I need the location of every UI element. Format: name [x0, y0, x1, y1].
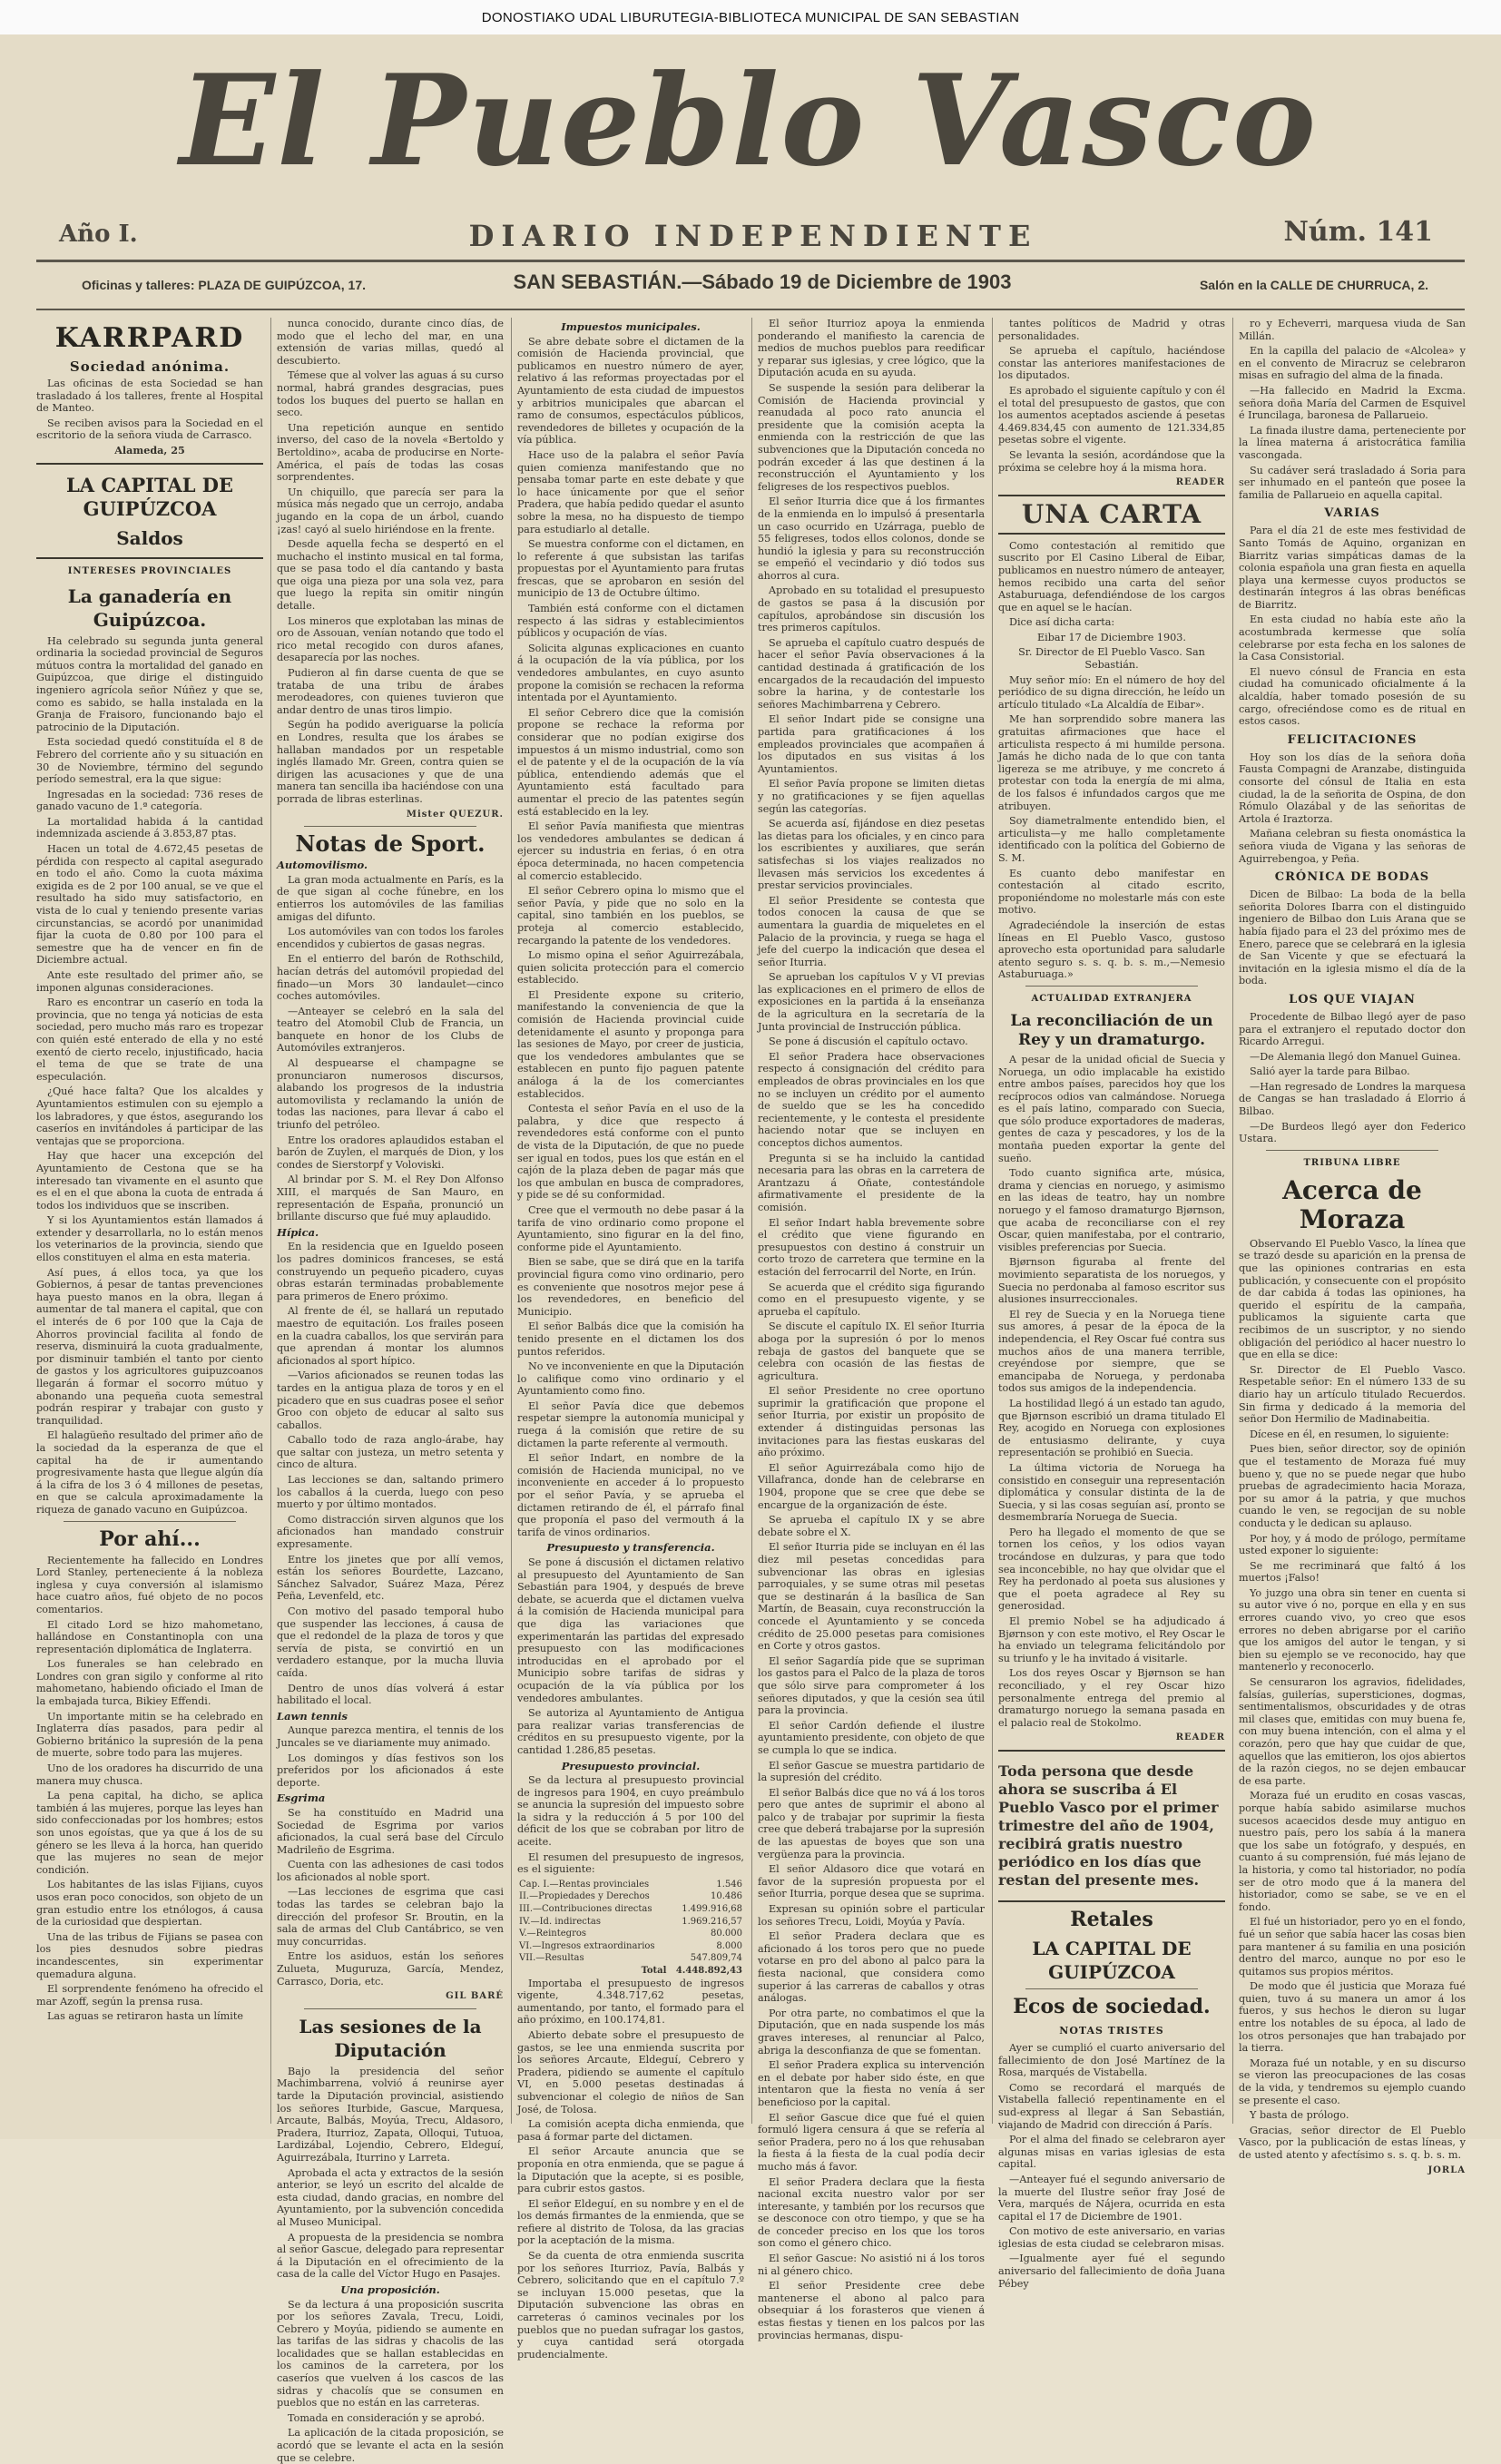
- paragraph: Salió ayer la tarde para Bilbao.: [1250, 1065, 1410, 1078]
- section-label: TRIBUNA LIBRE: [1303, 1157, 1401, 1168]
- table-cell: IV.—Id. indirectas: [519, 1916, 601, 1927]
- paragraph: —De Burdeos llegó ayer don Federico Ustara.: [1239, 1120, 1466, 1145]
- paragraph: El señor Cebrero dice que la comisión propone se rechace la reforma por considerar que no podían exigirse dos impuestos á un mismo industrial, como son el de patente y el de la ocupación de la vía pública, entendiendo además que el Ayuntamiento está facultado para aumentar el precio de las patentes según está establecido en la ley.: [517, 706, 744, 818]
- paragraph: La aplicación de la citada proposición, se acordó que se levante el acta en la sesión que se celebre.: [277, 2427, 504, 2464]
- column-4: [758, 318, 985, 2341]
- paragraph: Por el alma del finado se celebraron ayer algunas misas en varias iglesias de esta capital.: [998, 2134, 1225, 2171]
- table-cell: 1.499.916,68: [682, 1904, 742, 1915]
- paragraph: —Igualmente ayer fué el segundo aniversario del fallecimiento de doña Juana Pébey: [998, 2253, 1225, 2290]
- paragraph: tantes políticos de Madrid y otras personalidades.: [998, 318, 1225, 342]
- masthead: [54, 46, 1443, 211]
- paragraph: Se muestra conforme con el dictamen, en lo referente á que subsistan las tarifas propuestas por el Ayuntamiento para frutas frescas, que se aprobaron en sesión del municipio de 13 de Octubre último.: [517, 538, 744, 600]
- paragraph: El señor Gascue dice que fué el quien formuló ligera censura á que se refería al señor Pradera, pero no á los que rehusaban la fiesta á la fiesta de la cual podía decir mucho más á favor.: [758, 2111, 985, 2173]
- paragraph: El señor Cardón defiende el ilustre ayuntamiento presidente, con objeto de que se cumpla lo que se indica.: [758, 1719, 985, 1756]
- section-label: INTERESES PROVINCIALES: [67, 565, 232, 576]
- paragraph: Por otra parte, no combatimos el que la Diputación, que en nada suspende los más graves intereses, al renunciar al Palco, abriga la desconfianza de que se fomentan.: [758, 2007, 985, 2057]
- paragraph: Las lecciones se dan, saltando primero los caballos á la cuerda, luego con peso muerto y por último montados.: [277, 1474, 504, 1511]
- paragraph: Las oficinas de esta Sociedad se han trasladado á los talleres, frente al Hospital de Manteo.: [36, 378, 263, 415]
- paragraph: Según ha podido averiguarse la policía en Londres, resulta que los árabes se hallaban mandados por un respetable inglés llamado Mr. Green, contra quien se dirigen las acusaciones y que de una manera tan sencilla iba haciéndose con una porrada de libras esterlinas.: [277, 719, 504, 805]
- paragraph: Pudieron al fin darse cuenta de que se trataba de una tribu de árabes merodeadores, con quienes tuvieron que andar dentro de unas tiros limpio.: [277, 667, 504, 716]
- salon-address: Salón en la CALLE DE CHURRUCA, 2.: [1199, 278, 1428, 292]
- newspaper-page: [0, 34, 1501, 2464]
- section-label: CRÓNICA DE BODAS: [1274, 870, 1430, 885]
- paragraph: Ayer se cumplió el cuarto aniversario del fallecimiento de don José Martínez de la Rosa, marqués de Vistabella.: [998, 2041, 1225, 2079]
- paragraph: Se suspende la sesión para deliberar la Comisión de Hacienda provincial y reanudada al poco rato anuncia el presidente que la comisión acepta la enmienda con la restricción de que las subvenciones que la Diputación conceda no podrán exceder á las que destinen á la reconstrucción el Ayuntamiento y los feligreses de los respectivos pueblos.: [758, 381, 985, 493]
- column-separator: [270, 318, 271, 2124]
- paragraph: Hace uso de la palabra el señor Pavía quien comienza manifestando que no pensaba tomar parte en este debate y que lo hace únicamente por que el señor Pradera, que había pedido quedar el asunto sobre la mesa, no ha dispuesto de tiempo para estudiarlo al detalle.: [517, 448, 744, 535]
- paragraph: Me han sorprendido sobre manera las gratuitas afirmaciones que hace el articulista respecto á mi humilde persona. Jamás he dicho nada de lo que con tanta ligereza se me atribuye, y me concreto á protestar con toda la energía de mi alma, de los falsos é infundados cargos que me atribuyen.: [998, 713, 1225, 812]
- subheading: Impuestos municipales.: [561, 320, 701, 333]
- paragraph: Se pone á discusión el dictamen relativo al presupuesto del Ayuntamiento de San Sebastián para 1904, y después de breve debate, se acuerda que el dictamen vuelva á la comisión de Hacienda municipal para que diga las variaciones que experimentarán las partidas del expresado presupuesto con las modificaciones introducidas en el aprobado por el Municipio sobre tarifas de sidras y ocupación de la vía pública por los vendedores ambulantes.: [517, 1556, 744, 1704]
- signature: Mister QUEZUR.: [406, 809, 504, 820]
- paragraph: El señor Iturria dice que á los firmantes de la enmienda en lo impulsó á presentarla un caso ocurrido en Uzárraga, pueblo de 55 feligreses, todos ellos colonos, donde se hundió la iglesia y para su reconstrucción se empeñó el vecindario y dió todos sus ahorros al cura.: [758, 496, 985, 582]
- paragraph: El señor Pavía propone se limiten dietas y no gratificaciones y se fijen aquellas según las categorías.: [758, 778, 985, 815]
- paragraph: Importaba el presupuesto de ingresos vigente, 4.348.717,62 pesetas, aumentando, por tanto, el formado para el año próximo, en 100.174,81.: [517, 1977, 744, 2027]
- paragraph: Eibar 17 de Diciembre 1903.: [1037, 631, 1186, 643]
- paragraph: Se censuraron los agravios, fidelidades, falsías, guilerías, supersticiones, dogmas, sentimentalismos, obscuridades y de otras mil clases que, emitidas con muy buena fe, con muy buena intención, con el alma y el corazón, pero que hay que cuidar de que, aquellos que las emitieron, los ojos abiertos de la razón ciegos, no se dejen embaucar de esa parte.: [1239, 1676, 1466, 1787]
- paragraph: A pesar de la unidad oficial de Suecia y Noruega, un odio implacable ha existido entre ambos países, parecidos hoy que los recíprocos odios van calmándose. Noruega es el país latino, comparado con Suecia, que sólo produce exportadores de maderas, gentes de caza y pescadores, y los de la montaña pueden exportar la gente del sueño.: [998, 1053, 1225, 1164]
- signature: READER: [1175, 1733, 1225, 1743]
- paragraph: Así pues, á ellos toca, ya que los Gobiernos, á pesar de tantas prevenciones haya puesto manos en la obra, llegan á aumentar de tal manera el capital, que con el interés de 6 por 100 que la Caja de Ahorros provincial facilita al fondo de reserva, disminuirá la cuota gradualmente, por disminuir también el tanto por ciento de gastos y los agricultores guipuzcoanos llegarán á formar el socorro mútuo y abonando una pequeña cuota semestral podrán respirar y trabajar con gusto y tranquilidad.: [36, 1266, 263, 1427]
- paragraph: Se reciben avisos para la Sociedad en el escritorio de la señora viuda de Carrasco.: [36, 417, 263, 442]
- paragraph: Una de las tribus de Fijians se pasea con los pies desnudos sobre piedras incandescentes, sin experimentar quemadura alguna.: [36, 1930, 263, 1980]
- paragraph: Los habitantes de las islas Fijians, cuyos usos eran poco conocidos, son objeto de un gran estudio entre los etnólogos, á causa de la curiosidad que despiertan.: [36, 1879, 263, 1929]
- paragraph: El señor Pradera explica su intervención en el debate por haber sido éste, en que intentaron que la fiesta no venía á ser beneficioso por la capital.: [758, 2059, 985, 2108]
- paragraph: Mañana celebran su fiesta onomástica la señora viuda de Vigana y las señoras de Aguirrebengoa, y Peña.: [1239, 828, 1466, 865]
- paragraph: La última victoria de Noruega ha consistido en conseguir una representación diplomática y consular distinta de la de Suecia, y si las cosas seguían así, pronto se desmembraría Noruega de Suecia.: [998, 1461, 1225, 1524]
- paragraph: El señor Eldeguí, en su nombre y en el de los demás firmantes de la enmienda, que se refiere al distrito de Tolosa, da las gracias por la aceptación de la misma.: [517, 2197, 744, 2247]
- paragraph: De modo que él justicia que Moraza fué quien, tuvo á su manera un amor á los fueros, y sus hechos le dieron su lugar entre los notables de su época, al lado de los otros personajes que han trabajado por la tierra.: [1239, 1980, 1466, 2055]
- paragraph: ¿Qué hace falta? Que los alcaldes y Ayuntamientos estimulen con su ejemplo a los labradores, y que éstos, asegurando los caseríos en invitándoles á participar de las ventajas que se proporciona.: [36, 1085, 263, 1147]
- masthead-subtitle: DIARIO INDEPENDIENTE: [468, 219, 1038, 253]
- paragraph: Caballo todo de raza anglo-árabe, hay que saltar con justeza, un metro setenta y cinco de altura.: [277, 1434, 504, 1471]
- table-cell: Total: [641, 1966, 667, 1976]
- paragraph: Dentro de unos días volverá á estar habilitado el local.: [277, 1682, 504, 1707]
- section-label: FELICITACIONES: [1287, 732, 1418, 747]
- column-2: [277, 318, 504, 2464]
- paragraph: —Han regresado de Londres la marquesa de Cangas se han trasladado á Elorrio á Bilbao.: [1239, 1080, 1466, 1118]
- paragraph: —Anteayer fué el segundo aniversario de la muerte del Ilustre señor fray José de Vera, marqués de Nájera, ocurrida en esta capital el 17 de Diciembre de 1901.: [998, 2173, 1225, 2223]
- article-headline: UNA CARTA: [1021, 498, 1202, 529]
- issue-number: Núm. 141: [1283, 216, 1433, 248]
- paragraph: Dicen de Bilbao: La boda de la bella señorita Dolores Ibarra con el distinguido ingeniero de Bilbao don Luis Arana que se había fijado para el 23 del próximo mes de Enero, parece que se celebrará en la iglesia de San Vicente y que se efectuará la invitación en la iglesia mismo el día de la boda.: [1239, 888, 1466, 987]
- article-headline: Las sesiones de la Diputación: [299, 2015, 482, 2061]
- paragraph: Entre los asiduos, están los señores Zulueta, Muguruza, García, Mendez, Carrasco, Doria, etc.: [277, 1950, 504, 1988]
- column-3: [517, 318, 744, 2361]
- divider: [304, 2008, 476, 2009]
- table-cell: 10.486: [711, 1891, 742, 1902]
- table-row: [517, 1903, 744, 1916]
- paragraph: Es aprobado el siguiente capítulo y con él el total del presupuesto de gastos, que con los aumentos aceptados asciende á pesetas 4.469.834,45 con aumento de 121.334,85 pesetas sobre el vigente.: [998, 384, 1225, 447]
- divider: [304, 826, 476, 827]
- paragraph: Aprobado en su totalidad el presupuesto de gastos se pasa á la discusión por capítulos, aprobándose sin discusión los tres primeros capítulos.: [758, 584, 985, 634]
- paragraph: Hacen un total de 4.672,45 pesetas de pérdida con respecto al capital asegurado en todo el año. Como la cuota máxima exigida es de 2 por 100 anual, se ve que el resultado ha sido muy satisfactorio, en vista de lo cual y teniendo presente varias circunstancias, se acordó por unanimidad fijar la cuota de 0.80 por 100 para el semestre que ha de vencer en fin de Diciembre actual.: [36, 843, 263, 967]
- paragraph: Se abre debate sobre el dictamen de la comisión de Hacienda provincial, que publicamos en nuestro número de ayer, relativo á las reformas proyectadas por el Ayuntamiento de esta ciudad de impuestos y arbitrios municipales que abarcan el ramo de consumos, espectáculos públicos, revendedores de billetes y ocupación de la vía pública.: [517, 335, 744, 447]
- paragraph: Se ha constituído en Madrid una Sociedad de Esgrima por varios aficionados, la cual será base del Círculo Madrileño de Esgrima.: [277, 1806, 504, 1856]
- table-cell: 547.809,74: [690, 1953, 742, 1964]
- paragraph: Es cuanto debo manifestar en contestación al citado escrito, proponiéndome no molestarle más con este motivo.: [998, 867, 1225, 917]
- paragraph: El señor Pavía dice que debemos respetar siempre la autonomía municipal y ruega á la comisión que retire de su dictamen la parte referente al vermouth.: [517, 1399, 744, 1449]
- paragraph: Entre los oradores aplaudidos estaban el barón de Zuylen, el marqués de Dion, y los condes de Sierstorpf y Voloviski.: [277, 1134, 504, 1171]
- table-cell: VI.—Ingresos extraordinarios: [519, 1940, 655, 1951]
- paragraph: Entre los jinetes que por allí vemos, están los señores Bourdette, Lazcano, Sánchez Salvador, Suárez Maza, Pérez Peña, Levenfeld, etc.: [277, 1553, 504, 1603]
- table-cell: Cap. I.—Rentas provinciales: [519, 1879, 650, 1890]
- table-cell: 4.448.892,43: [675, 1966, 742, 1976]
- paragraph: Cuenta con las adhesiones de casi todos los aficionados al noble sport.: [277, 1859, 504, 1883]
- paragraph: La mortalidad habida á la cantidad indemnizada asciende á 3.853,87 ptas.: [36, 815, 263, 840]
- paragraph: Bajo la presidencia del señor Machimbarrena, volvió á reunirse ayer tarde la Diputación provincial, asistiendo los señores Iturbide, Gascue, Marquesa, Arcaute, Balbás, Moyúa, Trecu, Aldasoro, Pradera, Iturrioz, Zapata, Olloqui, Tutuoa, Lardizábal, Lojendio, Cebrero, Eldeguí, Aguirrezábala, Iturrino y Larreta.: [277, 2065, 504, 2164]
- paragraph: En esta ciudad no había este año la acostumbrada kermesse que solía celebrarse por esta fecha en los salones de la Casa Consistorial.: [1239, 614, 1466, 663]
- paragraph: Ingresadas en la sociedad: 736 reses de ganado vacuno de 1.ª categoría.: [36, 788, 263, 813]
- subscription-ad-text: Toda persona que desde ahora se suscriba á El Pueblo Vasco por el primer trimestre del año de 1904, recibirá gratis nuestro periódico en los días que restan del presente mes.: [998, 1762, 1219, 1889]
- paragraph: El señor Iturrioz apoya la enmienda ponderando el manifiesto la carencia de medios de muchos pueblos para reedificar y reparar sus iglesias, y cree lógico, que la Diputación acuda en su ayuda.: [758, 318, 985, 379]
- table-cell: 1.969.216,57: [682, 1916, 742, 1927]
- article-headline: Ecos de sociedad.: [1013, 1994, 1211, 2018]
- paragraph: Tomada en consideración y se aprobó.: [288, 2411, 486, 2424]
- paragraph: Muy señor mío: En el número de hoy del periódico de su digna dirección, he leído un artículo titulado «La Alcaldía de Eibar».: [998, 673, 1225, 711]
- paragraph: ro y Echeverri, marquesa viuda de San Millán.: [1239, 318, 1466, 342]
- paragraph: Yo juzgo una obra sin tener en cuenta si su autor vive ó no, porque en ella y en sus errores cuando vivo, yo creo que esos errores no deben abrigarse por el cariño que los amigos del autor le tengan, y si bien su ejemplo se ve reconocido, hay que mantenerlo y reconocerlo.: [1239, 1586, 1466, 1674]
- paragraph: El señor Pradera declara que la fiesta nacional excita nuestro valor por ser interesante, y también por los recursos que se desconoce con otro tiempo, y que se ha de conceder preciso en los que los toros son como el género chico.: [758, 2175, 985, 2250]
- paragraph: El señor Gascue se muestra partidario de la supresión del crédito.: [758, 1759, 985, 1784]
- paragraph: Un chiquillo, que parecía ser para la música más negado que un cerrojo, andaba jugando en la copa de un árbol, cuando ¡zas! cayó al suelo hiriéndose en la frente.: [277, 486, 504, 535]
- paragraph: Contesta el señor Pavía en el uso de la palabra, y dice que respecto á revendedores está conforme con el punto de vista de la Diputación, de que no puede ser igual en todos, pues los que están en el cajón de la plaza deben de pagar más que los que ambulan en busca de compradores, y pide se dé su conformidad.: [517, 1103, 744, 1202]
- section-label: NOTAS TRISTES: [1059, 2024, 1164, 2037]
- budget-table: [517, 1879, 744, 1978]
- paragraph: Abierto debate sobre el presupuesto de gastos, se lee una enmienda suscrita por los señores Arcaute, Eldeguí, Cebrero y Pradera, pidiendo se aumente el capítulo VI, en 5.000 pesetas destinadas á subvencionar el colegio de niños de San José, de Tolosa.: [517, 2028, 744, 2116]
- paragraph: En la residencia que en Igueldo poseen los padres dominicos franceses, se está construyendo un pequeño picadero, cuyas obras estarán terminadas probablemente para primeros de Enero próximo.: [277, 1241, 504, 1302]
- paragraph: —De Alemania llegó don Manuel Guinea.: [1250, 1050, 1461, 1063]
- paragraph: Esta sociedad quedó constituída el 8 de Febrero del corriente año y su situación en 30 de Noviembre, término del segundo período semestral, era la que sigue:: [36, 736, 263, 786]
- article-headline: Por ahí...: [99, 1527, 201, 1551]
- paragraph: —Anteayer se celebró en la sala del teatro del Atomobil Club de Francia, un banquete en honor de los Clubs de Automóviles extranjeros.: [277, 1005, 504, 1055]
- paragraph: El resumen del presupuesto de ingresos, es el siguiente:: [517, 1850, 744, 1876]
- divider: [1025, 986, 1198, 987]
- offices-address: Oficinas y talleres: PLAZA DE GUIPÚZCOA, 17.: [82, 278, 367, 292]
- column-6: [1239, 318, 1466, 2175]
- paragraph: El señor Pradera declara que es aficionado á los toros pero que no puede votarse en pro del abono al palco para la fiesta nacional, que considera como superior á las carreras de caballos y otras análogas.: [758, 1930, 985, 2005]
- paragraph: Recientemente ha fallecido en Londres Lord Stanley, perteneciente á la nobleza inglesa y cuya conversión al islamismo hace cuatro años, fué objeto de no pocos comentarios.: [36, 1554, 263, 1615]
- paragraph: Un importante mitin se ha celebrado en Inglaterra días pasados, para pedir al Gobierno británico la supresión de la pena de muerte, sobre todo para las mujeres.: [36, 1710, 263, 1760]
- subheading: Hípica.: [277, 1225, 319, 1239]
- paragraph: El señor Presidente no cree oportuno suprimir la gratificación que propone el señor Iturria, por existir un propósito de extender á distinguidas personas las invitaciones para las fiestas euskaras del año próximo.: [758, 1385, 985, 1459]
- dateline: SAN SEBASTIÁN.—Sábado 19 de Diciembre de 1903: [513, 270, 1012, 293]
- paragraph: Como se recordará el marqués de Vistabella falleció repentinamente en el sud-express al llegar á San Sebastián, viajando de Madrid con dirección á París.: [998, 2081, 1225, 2131]
- paragraph: El señor Cebrero opina lo mismo que el señor Pavía, y pide que no solo en la capital, sino también en los pueblos, se proteja al comercio establecido, recargando la patente de los vendedores.: [517, 885, 744, 947]
- divider: [36, 309, 1465, 310]
- karrpard-title: KARRPARD: [54, 322, 245, 354]
- paragraph: Los automóviles van con todos los faroles encendidos y cubiertos de gasas negras.: [277, 926, 504, 950]
- paragraph: Moraza fué un erudito en cosas vascas, porque había sabido asimilarse muchos sucesos acaecidos desde muy antiguo en nuestro país, pero los sabía á la manera que los sabe un fotógrafo, y después, en cuanto á su comprensión, fué más lejano de la historia, y como tal historiador, no podía ser de otro modo que á la manera del historiador, como se sabe, se ve en el fondo.: [1239, 1790, 1466, 1913]
- column-separator: [511, 318, 512, 2124]
- paragraph: Expresan su opinión sobre el particular los señores Trecu, Loidi, Moyúa y Pavía.: [758, 1903, 985, 1928]
- paragraph: Uno de los oradores ha discurrido de una manera muy chusca.: [36, 1762, 263, 1787]
- paragraph: Pregunta si se ha incluido la cantidad necesaria para las obras en la carretera de Arantzazu á Oñate, contestándole afirmativamente el presidente de la comisión.: [758, 1152, 985, 1213]
- paragraph: Dice así dicha carta:: [1009, 616, 1115, 629]
- paragraph: Se da lectura al presupuesto provincial de ingresos para 1904, en cuyo preámbulo se anuncia la supresión del impuesto sobre la sidra y la reducción á 5 por 100 del déficit de los que se cobraban por litro de aceite.: [517, 1774, 744, 1849]
- table-row: [517, 1916, 744, 1929]
- paragraph: Para el día 21 de este mes festividad de Santo Tomás de Aquino, organizan en Biarritz varias simpáticas damas de la colonia española una gran fiesta en aquella playa una kermesse cuyos productos se destinarán íntegros á las obras benéficas de Biarritz.: [1239, 525, 1466, 611]
- paragraph: Los dos reyes Oscar y Bjørnson se han reconciliado, y el rey Oscar hizo personalmente entrega del premio al dramaturgo noruego la semana pasada en el palacio real de Stokolmo.: [998, 1667, 1225, 1729]
- paragraph: Como distracción sirven algunos que los aficionados han mandado construir expresamente.: [277, 1513, 504, 1551]
- paragraph: Cree que el vermouth no debe pasar á la tarifa de vino ordinario como propone el Ayuntamiento, sino figurar en la del fino, conforme pide el Ayuntamiento.: [517, 1203, 744, 1253]
- table-row: [517, 1879, 744, 1891]
- divider: [1266, 1150, 1438, 1151]
- paragraph: En el entierro del barón de Rothschild, hacían detrás del automóvil propiedad del finado—un Mors 30 landaulet—cinco coches automóviles.: [277, 953, 504, 1003]
- paragraph: Se acuerda así, fijándose en diez pesetas las dietas para los oficiales, y en cinco para los escribientes y auxiliares, que serán satisfechas si los viajes realizados no llevasen más servicios los excedentes á prestar servicios provinciales.: [758, 818, 985, 892]
- subheading: Una proposición.: [340, 2282, 440, 2296]
- paragraph: El señor Iturria pide se incluyan en él las diez mil pesetas concedidas para subvencionar las obras en iglesias parroquiales, y se sume otras mil pesetas que se destinarán á la basílica de San Martín, de Beasain, cuya reconstrucción la concede el Ayuntamiento y se conceda crédito de 25.000 pesetas para comisiones en Corte y otros gastos.: [758, 1541, 985, 1653]
- section-label: ACTUALIDAD EXTRANJERA: [1031, 993, 1192, 1004]
- paragraph: El señor Aldasoro dice que votará en favor de la supresión propuesta por el señor Iturria, porque desea que se suprima.: [758, 1863, 985, 1900]
- subheading: Presupuesto y transferencia.: [546, 1541, 715, 1555]
- paragraph: Se discute el capítulo IX. El señor Iturria aboga por la supresión ó por lo menos rebaja de gastos del banquete que se celebra con ocasión de las fiestas de agricultura.: [758, 1320, 985, 1382]
- paragraph: nunca conocido, durante cinco días, de modo que el lecho del mar, en una extensión de varias millas, quedó al descubierto.: [277, 318, 504, 367]
- paragraph: La finada ilustre dama, perteneciente por la línea materna á aristocrática familia vascongada.: [1239, 424, 1466, 461]
- paragraph: Se da lectura á una proposición suscrita por los señores Zavala, Trecu, Loidi, Cebrero y Moyúa, pidiendo se aumente en las tarifas de las sidras y chacolis de las localidades que se hallan establecidas en los caminos de la carretera, por los caseríos que vuelven á los cascos de las sidras y chacolís que se consumen en pueblos que no están en las carreteras.: [277, 2298, 504, 2410]
- subheading: Automovilismo.: [277, 859, 368, 872]
- paragraph: Se aprueba el capítulo IX y se abre debate sobre el X.: [758, 1514, 985, 1538]
- divider: [36, 260, 1465, 262]
- paragraph: Sr. Director de El Pueblo Vasco. San Sebastián.: [1018, 646, 1205, 672]
- paragraph: Lo mismo opina el señor Aguirrezábala, quien solicita protección para el comercio establecido.: [517, 949, 744, 987]
- divider: [1025, 1988, 1198, 1989]
- section-label: LOS QUE VIAJAN: [1289, 992, 1416, 1006]
- ad-subtitle: Saldos: [116, 526, 183, 549]
- paragraph: Pero ha llegado el momento de que se tornen los ceños, y los odios vayan trocándose en dulzuras, y para que todo sea inconcebible, no hay que olvidar que el Rey ha perdonado al poeta sus alusiones y que el poeta agradece al Rey su generosidad.: [998, 1526, 1225, 1613]
- paragraph: La comisión acepta dicha enmienda, que pasa á formar parte del dictamen.: [517, 2118, 744, 2143]
- paragraph: Se autoriza al Ayuntamiento de Antigua para realizar varias transferencias de créditos en su presupuesto vigente, por la cantidad 1.286,85 pesetas.: [517, 1707, 744, 1756]
- paragraph: A propuesta de la presidencia se nombra al señor Gascue, delegado para representar á la Diputación en el ofrecimiento de la casa de la calle del Víctor Hugo en Pasajes.: [277, 2231, 504, 2281]
- table-row: [517, 1952, 744, 1965]
- signature: JORLA: [1427, 2165, 1466, 2175]
- paragraph: El Presidente expone su criterio, manifestando la conveniencia de que la comisión de Hacienda provincial cuide detenidamente el asunto y proponga para las sesiones de Mayo, por creer de justicia, que los vendedores ambulantes que se establecen en punto fijo paguen patente análoga á la de los comerciantes establecidos.: [517, 988, 744, 1100]
- paragraph: Ante este resultado del primer año, se imponen algunas consideraciones.: [36, 969, 263, 994]
- paragraph: El premio Nobel se ha adjudicado á Bjørnson y con este motivo, el Rey Oscar le ha enviado un telegrama felicitándolo por su triunfo y le ha invitado á visitarle.: [998, 1615, 1225, 1664]
- paragraph: Bjørnson figuraba al frente del movimiento separatista de los noruegos, y Suecia no perdonaba al famoso escritor sus alusiones insurreccionales.: [998, 1256, 1225, 1306]
- paragraph: El señor Indart pide se consigne una partida para gratificaciones á los empleados provinciales que acompañen á los diputados en sus visitas á los Ayuntamientos.: [758, 713, 985, 775]
- paragraph: El fué un historiador, pero yo en el fondo, fué un señor que sabía hacer las cosas bien para mantener á su familia en una posición dentro del marco, aunque no por eso le quitamos sus propios méritos.: [1239, 1916, 1466, 1978]
- divider: [64, 1521, 236, 1522]
- paragraph: Se aprueban los capítulos V y VI previas las explicaciones en el primero de ellos de exposiciones en la partida á la enseñanza de la agricultura en la secretaría de la Junta provincial de Instrucción pública.: [758, 971, 985, 1033]
- paragraph: El señor Presidente cree debe mantenerse el abono al palco para obsequiar á los forasteros que vienen á estas fiestas y tienen en los palcos por las provincias hermanas, dispu-: [758, 2280, 985, 2341]
- paragraph: Se pone á discusión el capítulo octavo.: [769, 1036, 968, 1048]
- table-row: [517, 1890, 744, 1903]
- paragraph: —Ha fallecido en Madrid la Excma. señora doña María del Carmen de Esquivel é Iruncilaga, baronesa de Pallarueio.: [1239, 384, 1466, 422]
- paragraph: Soy diametralmente entendido bien, el articulista—y me hallo completamente identificado con la política del Gobierno de S. M.: [998, 815, 1225, 864]
- dateline-row: [36, 265, 1465, 307]
- paragraph: La pena capital, ha dicho, se aplica también á las mujeres, porque las leyes han sido confeccionadas por los hombres; estos son unos egoístas, que ya que á los de su género se les lleva á la horca, han querido que las mujeres no sean de mejor condición.: [36, 1790, 263, 1876]
- archive-header: DONOSTIAKO UDAL LIBURUTEGIA-BIBLIOTECA MUNICIPAL DE SAN SEBASTIAN: [0, 0, 1501, 35]
- column-1: [36, 318, 263, 2124]
- subheading: Presupuesto provincial.: [561, 1759, 701, 1772]
- table-cell: II.—Propiedades y Derechos: [519, 1891, 650, 1902]
- subheading: Lawn tennis: [277, 1709, 348, 1723]
- karrpard-subtitle: Sociedad anónima.: [69, 358, 231, 375]
- paragraph: Todo cuanto significa arte, música, drama y ciencias en noruego, y asimismo en las ideas de teatro, hay un nombre noruego y el famoso dramaturgo Bjørnson, que acaba de reconciliarse con el rey Oscar, quien manifestaba, por el contrario, visibles preferencias por Suecia.: [998, 1167, 1225, 1253]
- paragraph: El halagüeño resultado del primer año de la sociedad da la esperanza de que el capital ha de ir aumentando progresivamente hasta que llegue algún día á la cifra de los 3 ó 4 millones de pesetas, en que se calcula aproximadamente la riqueza de ganado vacuno en Guipúzcoa.: [36, 1429, 263, 1516]
- paragraph: El rey de Suecia y en la Noruega tiene sus amores, á pesar de la época de la independencia, el Rey Oscar fué contra sus muchos años de una manera terrible, creyéndose por siempre, que se emancipaba de Noruega, y perdonaba todos sus amigos de la independencia.: [998, 1308, 1225, 1395]
- paragraph: No ve inconveniente en que la Diputación lo califique como vino ordinario y el Ayuntamiento como fino.: [517, 1360, 744, 1398]
- paragraph: —Las lecciones de esgrima que casi todas las tardes se celebran bajo la dirección del profesor Sr. Broutin, en la sala de armas del Club Cantábrico, se ven muy concurridas.: [277, 1886, 504, 1948]
- paragraph: El señor Presidente se contesta que todos conocen la causa de que se aumentara la guardia de miqueletes en el Palacio de la provincia, y ruega se haga el jefe del cuerpo la indicación que desea el señor Iturria.: [758, 894, 985, 968]
- paragraph: Solicita algunas explicaciones en cuanto á la ocupación de la vía pública, por los vendedores ambulantes, en cuyo asunto propone la comisión se rechacen la reforma intentada por el Ayuntamiento.: [517, 642, 744, 704]
- paragraph: Se acuerda que el crédito siga figurando como en el presupuesto vigente, y se aprueba el capítulo.: [758, 1281, 985, 1318]
- paragraph: Con motivo de este aniversario, en varias iglesias de esta ciudad se celebraron misas.: [998, 2225, 1225, 2250]
- ad-title: Retales: [1070, 1907, 1153, 1931]
- paragraph: Y basta de prólogo.: [1250, 2109, 1349, 2122]
- paragraph: Aunque parezca mentira, el tennis de los Juncales se ve diariamente muy animado.: [277, 1724, 504, 1749]
- ad-title: LA CAPITAL DE GUIPÚZCOA: [1032, 1937, 1192, 1983]
- paragraph: Las aguas se retiraron hasta un límite: [47, 2010, 243, 2023]
- paragraph: El señor Arcaute anuncia que se proponía en otra enmienda, que se pague á la Diputación que la acepte, si es posible, para cubrir estos gastos.: [517, 2145, 744, 2195]
- paragraph: Los mineros que explotaban las minas de oro de Assouan, venían notando que todo el rico metal recogido con duros afanes, desaparecía por las noches.: [277, 614, 504, 664]
- paragraph: —Varios aficionados se reunen todas las tardes en la antigua plaza de toros y en el picadero que en sus cuadras posee el señor Groo con objeto de educar al salto sus caballos.: [277, 1369, 504, 1431]
- paragraph: El señor Gascue: No asistió ni á los toros ni al género chico.: [758, 2253, 985, 2277]
- table-cell: 1.546: [716, 1879, 742, 1890]
- paragraph: Bien se sabe, que se dirá que en la tarifa provincial figura como vino ordinario, pero es conveniente que nosotros mejor pese á los revendedores, en beneficio del Municipio.: [517, 1256, 744, 1318]
- article-headline: La ganadería en Guipúzcoa.: [67, 584, 232, 631]
- table-cell: VII.—Resultas: [519, 1953, 584, 1964]
- masthead-title: El Pueblo Vasco: [179, 46, 1319, 194]
- paragraph: El señor Balbás dice que no vá á los toros pero que antes de suprimir el abono al palco y de trabajar por suprimir la fiesta cree que deberá trabajarse por la supresión de las apuestas de boyes que son una vergüenza para la provincia.: [758, 1786, 985, 1860]
- paragraph: Se me recriminará que faltó á los muertos ¡Falso!: [1239, 1559, 1466, 1585]
- paragraph: Dícese en él, en resumen, lo siguiente:: [1250, 1428, 1449, 1440]
- column-separator: [992, 318, 993, 2124]
- paragraph: El nuevo cónsul de Francia en esta ciudad ha comunicado oficialmente á la alcaldía, haber tomado posesión de su cargo, ofreciéndose como es de ritual en estos casos.: [1239, 665, 1466, 728]
- paragraph: Por hoy, y á modo de prólogo, permítame usted exponer lo siguiente:: [1239, 1532, 1466, 1557]
- paragraph: Y si los Ayuntamientos están llamados á extender y desarrollarla, no lo están menos los veterinarios de la provincia, siendo que ellos constituyen el alma en esta materia.: [36, 1214, 263, 1264]
- table-cell: 8.000: [716, 1940, 742, 1951]
- table-row: [517, 1940, 744, 1953]
- table-row: [517, 1928, 744, 1940]
- paragraph: Con motivo del pasado temporal hubo que suspender las lecciones, á causa de que el redondel de la plaza de toros y que servía de pista, se convirtió en un verdadero estanque, por la mucha lluvia caída.: [277, 1605, 504, 1679]
- paragraph: El señor Pradera hace observaciones respecto á consignación del crédito para empleados de obras provinciales en los que no se incluyen un crédito por el aumento de sueldo que se les ha concedido recientemente, y le contesta el presidente haciendo notar que se incluyen en conceptos dichos aumentos.: [758, 1050, 985, 1149]
- paragraph: Se aprueba el capítulo, haciéndose constar las anteriores manifestaciones de los diputados.: [998, 345, 1225, 382]
- paragraph: Agradeciéndole la inserción de estas líneas en El Pueblo Vasco, gustoso aprovecho esta oportunidad para saludarle atento seguro s. s. q. b. s. m.,—Nemesio Astaburuaga.»: [998, 918, 1225, 981]
- section-label: VARIAS: [1324, 506, 1380, 521]
- article-headline: Acerca de Moraza: [1282, 1174, 1422, 1234]
- paragraph: Su cadáver será trasladado á Soria para ser inhumado en el panteón que posee la familia de Pallarueio en aquella capital.: [1239, 464, 1466, 501]
- karrpard-address: Alameda, 25: [114, 443, 185, 456]
- paragraph: Aprobada el acta y extractos de la sesión anterior, se leyó un escrito del alcalde de esta ciudad, dando gracias, en nombre del Ayuntamiento, por la subvención concedida al Museo Municipal.: [277, 2166, 504, 2228]
- table-total-row: [517, 1965, 744, 1978]
- paragraph: Procedente de Bilbao llegó ayer de paso para el extranjero el reputado doctor don Ricardo Arregui.: [1239, 1010, 1466, 1048]
- paragraph: La hostilidad llegó á un estado tan agudo, que Bjørnson escribió un drama titulado El Rey, acogido en Noruega con explosiones de entusiasmo delirante, y cuya representación se prohibió en Suecia.: [998, 1397, 1225, 1459]
- signature: GIL BARÉ: [446, 1991, 504, 2002]
- paragraph: Raro es encontrar un caserío en toda la provincia, que no tenga yá noticias de esta sociedad, pero mucho más raro es tropezar con quién esté enterado de ella y no esté exentó de cierto recelo, injustificado, hacia el tema de que se trate de una especulación.: [36, 996, 263, 1083]
- paragraph: Se da cuenta de otra enmienda suscrita por los señores Iturrioz, Pavía, Balbás y Cebrero, solicitando que en el capítulo 7.º se incluyan 15.000 pesetas, que la Diputación subvencione las obras en carreteras ó caminos vecinales por los pueblos que no puedan sufragar los gastos, y cuya cantidad será otorgada prudencialmente.: [517, 2250, 744, 2361]
- advertisement: [36, 463, 263, 559]
- paragraph: Pues bien, señor director, soy de opinión que el testamento de Moraza fué muy bueno y, que no se puede negar que hubo pruebas de agradecimiento hacia Moraza, por su amor á la patria, y que muchos cuando le ven, se regocijan de su noble conducta y le dedican su aplauso.: [1239, 1443, 1466, 1529]
- paragraph: El señor Pavía manifiesta que mientras los vendedores ambulantes se dedican á ejercer su industria en ferias, ó en otra época determinada, no hacen competencia al comercio establecido.: [517, 820, 744, 882]
- paragraph: Una repetición aunque en sentido inverso, del caso de la novela «Bertoldo y Bertoldino», acaba de producirse en Norte-América, el país de todas las cosas sorprendentes.: [277, 421, 504, 484]
- paragraph: Observando El Pueblo Vasco, la línea que se trazó desde su aparición en la prensa de que las opiniones contrarias en esta publicación, y consecuente con el propósito de dar cabida á todas las opiniones, ha querido el espíritu de la campaña, publicamos la siguiente carta que recibimos de un suscriptor, y no siendo obligación del periódico al hacer nuestro lo que en ella se dice:: [1239, 1237, 1466, 1361]
- article-headline: Notas de Sport.: [295, 830, 486, 858]
- paragraph: El señor Indart, en nombre de la comisión de Hacienda municipal, no ve inconveniente en acceder á lo propuesto por el señor Pavía, y se aprueba el dictamen retirando de él, el párrafo final que proponía el paso del vermouth á la tarifa de vinos ordinarios.: [517, 1452, 744, 1538]
- paragraph: El sorprendente fenómeno ha ofrecido el mar Azoff, según la prensa rusa.: [36, 1983, 263, 2008]
- paragraph: Ha celebrado su segunda junta general ordinaria la sociedad provincial de Seguros mútuos contra la mortalidad del ganado en Guipúzcoa, que dirige el distinguido ingeniero agrícola señor Núñez y que se, como es sabido, se halla instalada en la Granja de Fraisoro, funcionando bajo el patrocinio de la Diputación.: [36, 634, 263, 733]
- paragraph: Sr. Director de El Pueblo Vasco. Respetable señor: En el número 133 de su diario hay un artículo titulado Recuerdos. Sin firma y dedicado á la memoria del señor Don Hermilio de Madinabeitia.: [1239, 1363, 1466, 1426]
- signature: READER: [1175, 477, 1225, 488]
- paragraph: Como contestación al remitido que suscrito por El Casino Liberal de Eibar, publicamos en nuestro número de anteayer, hemos recibido una carta del señor Astaburuaga, defendiéndose de los cargos que en aquel se le hacían.: [998, 539, 1225, 614]
- paragraph: Moraza fué un notable, y en su discurso se vieron las preocupaciones de las cosas de la vida, y tendremos su ejemplo cuando se presente el caso.: [1239, 2057, 1466, 2106]
- paragraph: El señor Indart habla brevemente sobre el crédito que viene figurando en presupuestos con destino á construir un corto trozo de carretera que termine en la estación del ferrocarril del Norte, en Irún.: [758, 1216, 985, 1278]
- paragraph: También está conforme con el dictamen respecto á las sidras y establecimientos públicos y ocupación de vías.: [517, 603, 744, 640]
- paragraph: Desde aquella fecha se despertó en el muchacho el instinto musical en tal forma, que se pasa todo el día cantando y basta que oiga una pieza por una sola vez, para que luego la repita sin omitir ningún detalle.: [277, 538, 504, 613]
- subscription-ad: [998, 1750, 1225, 1902]
- subheading: Esgrima: [277, 1792, 326, 1805]
- paragraph: Gracias, señor director de El Pueblo Vasco, por la publicación de estas líneas, y de usted atento y afectísimo s. s. q. b. s. m.: [1239, 2124, 1466, 2161]
- paragraph: El señor Balbás dice que la comisión ha tenido presente en el dictamen los dos puntos referidos.: [517, 1320, 744, 1358]
- paragraph: Hoy son los días de la señora doña Fausta Compagni de Aranzabe, distinguida consorte del cónsul de Italia en esta ciudad, la de la señorita de Ospina, de don Rómulo Olazábal y de las señoritas de Artola é Iraztorza.: [1239, 751, 1466, 825]
- table-cell: V.—Reintegros: [519, 1929, 587, 1939]
- article-headline: La reconciliación de un Rey y un dramaturgo.: [1010, 1011, 1213, 1049]
- ad-title: LA CAPITAL DE GUIPÚZCOA: [65, 473, 234, 520]
- paragraph: El señor Aguirrezábala como hijo de Villafranca, donde han de celebrarse en 1904, propone que se cree que debe se encargue de la organización de éste.: [758, 1461, 985, 1511]
- columns: [36, 318, 1466, 2464]
- paragraph: Al despuearse el champagne se pronunciaron numerosos discursos, alabando los progresos de la industria automovilista y reclamando la unión de todas las naciones, para llevar á cabo el triunfo del petróleo.: [277, 1057, 504, 1132]
- table-cell: III.—Contribuciones directas: [519, 1904, 652, 1915]
- column-5: [998, 318, 1225, 2290]
- column-separator: [751, 318, 752, 2124]
- table-cell: 80.000: [711, 1929, 742, 1939]
- headline-box: [998, 495, 1225, 535]
- paragraph: La gran moda actualmente en París, es la de que sigan al coche fúnebre, en los entierros los automóviles de las familias amigas del difunto.: [277, 873, 504, 923]
- paragraph: Témese que al volver las aguas á su curso normal, habrá grandes desgracias, pues todos los buques del puerto se hallan en seco.: [277, 369, 504, 419]
- paragraph: Al frente de él, se hallará un reputado maestro de equitación. Los frailes poseen en la cuadra caballos, los que servirán para que aprendan á montar los alumnos aficionados al sport hípico.: [277, 1305, 504, 1367]
- paragraph: El citado Lord se hizo mahometano, hallándose en Constantinopla con una representación diplomática de Inglaterra.: [36, 1618, 263, 1655]
- paragraph: Hay que hacer una excepción del Ayuntamiento de Cestona que se ha interesado tan vivamente en el asunto que es el en el que abona la cuota de entrada á todos los individuos que se inscriben.: [36, 1150, 263, 1212]
- paragraph: En la capilla del palacio de «Alcolea» y en el convento de Miracruz se celebraron misas en sufragio del alma de la finada.: [1239, 345, 1466, 382]
- column-separator: [1232, 318, 1233, 2124]
- paragraph: El señor Sagardía pide que se supriman los gastos para el Palco de la plaza de toros que sólo sirve para comprometer á los señores diputados, y que la cesión sea útil para la provincia.: [758, 1654, 985, 1717]
- paragraph: Los funerales se han celebrado en Londres con gran sigilo y conforme al rito mahometano, habiendo oficiado el Iman de la embajada turca, Bikiey Effendi.: [36, 1658, 263, 1708]
- paragraph: Al brindar por S. M. el Rey Don Alfonso XIII, el marqués de San Mauro, en representación de España, pronunció un brillante discurso que fué muy aplaudido.: [277, 1173, 504, 1223]
- paragraph: Los domingos y días festivos son los preferidos por los aficionados á este deporte.: [277, 1752, 504, 1789]
- paragraph: Se aprueba el capítulo cuatro después de hacer el señor Pavía observaciones á la cantidad destinada á gratificación de los encargados de la recaudación del impuesto sobre la harina, y de contestarle los señores Machimbarrena y Cebrero.: [758, 636, 985, 711]
- year-label: Año I.: [59, 221, 138, 248]
- paragraph: Se levanta la sesión, acordándose que la próxima se celebre hoy á la misma hora.: [998, 448, 1225, 474]
